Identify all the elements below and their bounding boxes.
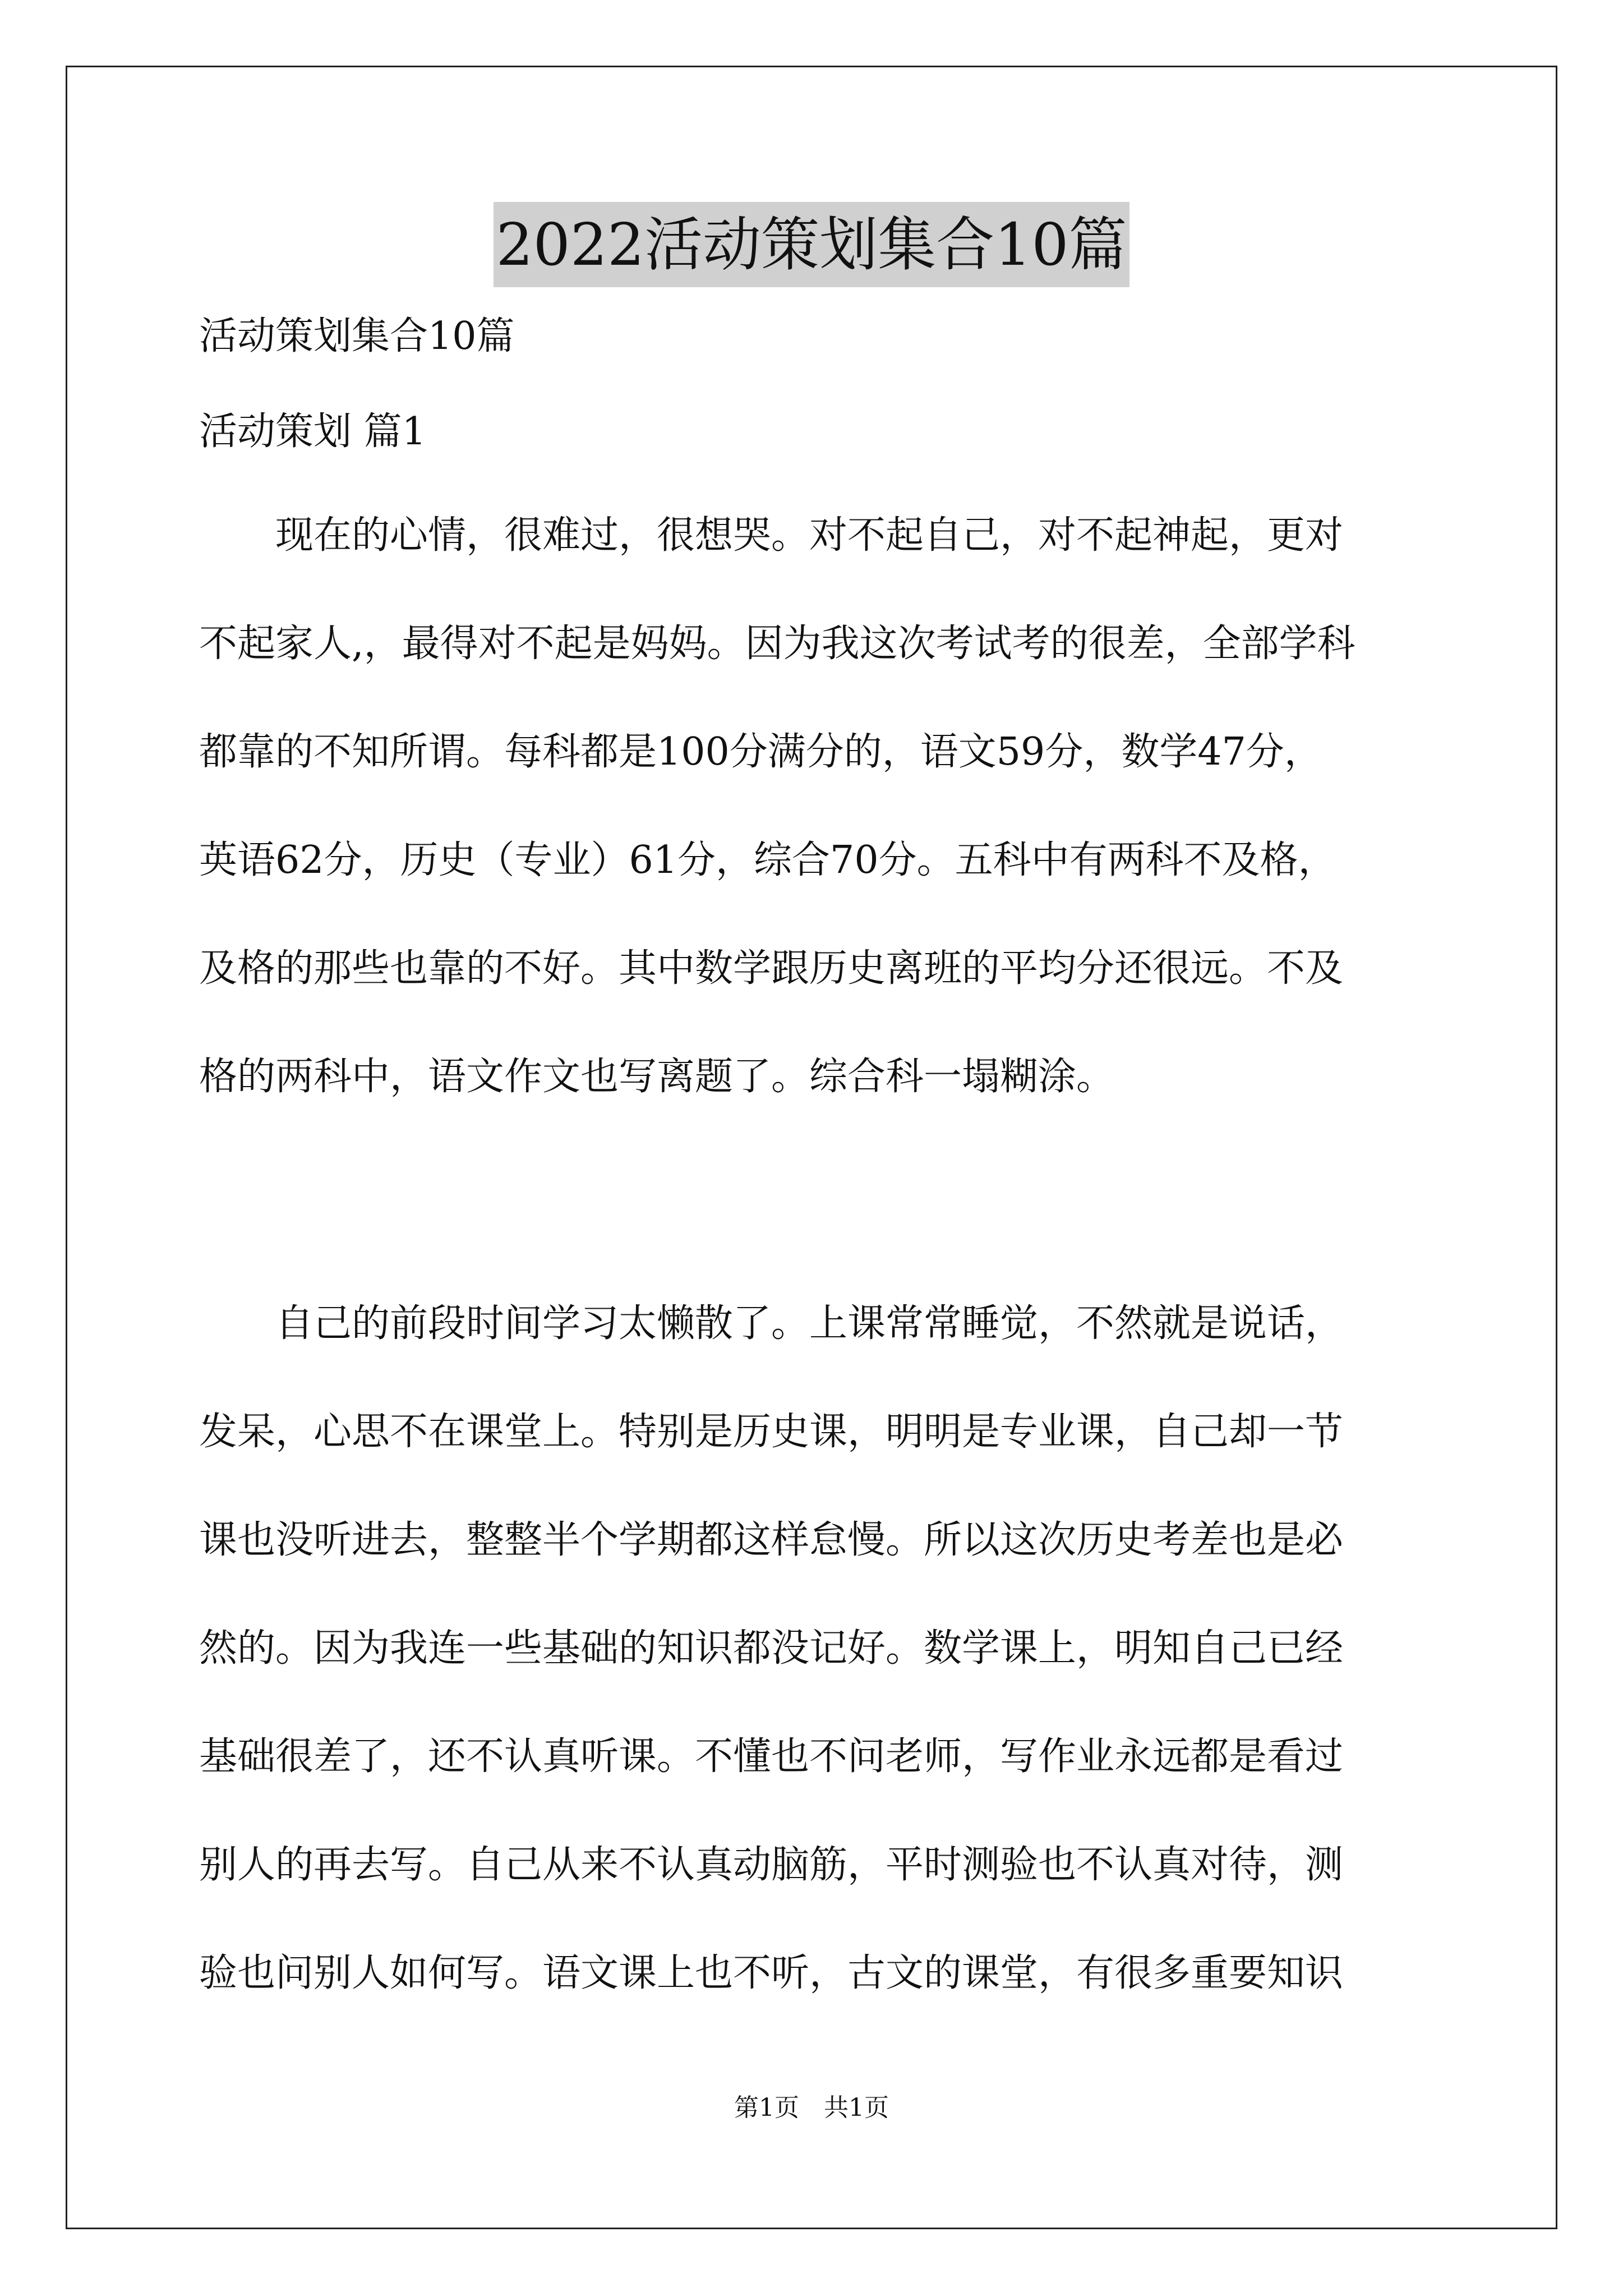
section-heading: 活动策划 篇1 <box>199 409 426 454</box>
page-footer: 第1页 共1页 <box>734 2093 889 2122</box>
paragraph-line: 别人的再去写。自己从来不认真动脑筋，平时测验也不认真对待，测 <box>199 1843 1344 1887</box>
document-subtitle: 活动策划集合10篇 <box>199 314 515 358</box>
paragraph-line: 格的两科中，语文作文也写离题了。综合科一塌糊涂。 <box>199 1055 1115 1099</box>
paragraph-line: 都靠的不知所谓。每科都是100分满分的，语文59分，数学47分， <box>199 730 1322 774</box>
paragraph-line: 验也问别人如何写。语文课上也不听，古文的课堂，有很多重要知识 <box>199 1951 1344 1995</box>
paragraph-2 <box>199 1296 1461 2054</box>
paragraph-line: 英语62分，历史（专业）61分，综合70分。五科中有两科不及格， <box>199 838 1336 882</box>
paragraph-line: 不起家人,，最得对不起是妈妈。因为我这次考试考的很差，全部学科 <box>199 622 1355 666</box>
paragraph-line: 及格的那些也靠的不好。其中数学跟历史离班的平均分还很远。不及 <box>199 946 1344 991</box>
document-title: 2022活动策划集合10篇 <box>494 202 1129 287</box>
paragraph-line: 现在的心情，很难过，很想哭。对不起自己，对不起神起，更对 <box>199 513 1344 558</box>
paragraph-line: 基础很差了，还不认真听课。不懂也不问老师，写作业永远都是看过 <box>199 1734 1344 1779</box>
paragraph-1 <box>199 508 1461 1157</box>
paragraph-line: 然的。因为我连一些基础的知识都没记好。数学课上，明知自己已经 <box>199 1626 1344 1671</box>
paragraph-line: 发呆，心思不在课堂上。特别是历史课，明明是专业课，自己却一节 <box>199 1410 1344 1454</box>
paragraph-line: 自己的前段时间学习太懒散了。上课常常睡觉，不然就是说话， <box>199 1301 1344 1346</box>
paragraph-line: 课也没听进去，整整半个学期都这样怠慢。所以这次历史考差也是必 <box>199 1518 1344 1562</box>
title-container <box>0 202 1623 287</box>
